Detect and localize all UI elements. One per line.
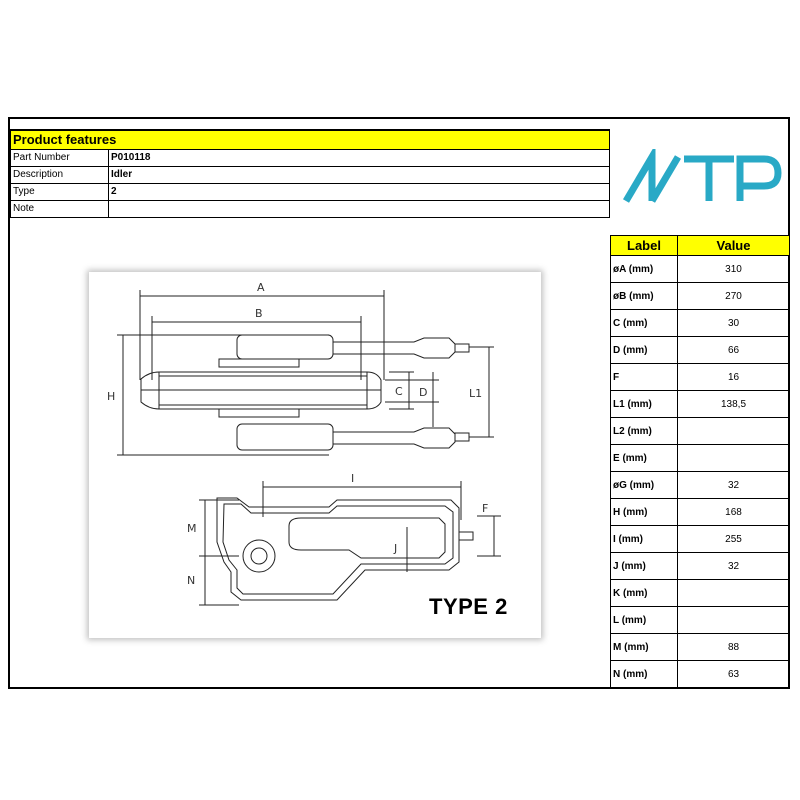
dim-row bbox=[611, 418, 790, 445]
label-h: H bbox=[107, 390, 116, 403]
dim-label: L1 (mm) bbox=[611, 391, 678, 418]
dim-label: øB (mm) bbox=[611, 283, 678, 310]
dim-row bbox=[611, 580, 790, 607]
dim-row bbox=[611, 391, 790, 418]
features-row-type bbox=[11, 183, 610, 200]
dim-label: L2 (mm) bbox=[611, 418, 678, 445]
product-features-table bbox=[10, 129, 610, 218]
dim-value: 270 bbox=[678, 283, 790, 310]
features-row-note bbox=[11, 200, 610, 217]
dim-row bbox=[611, 634, 790, 661]
description-value: Idler bbox=[109, 166, 610, 183]
dim-row bbox=[611, 364, 790, 391]
ntp-logo bbox=[622, 149, 782, 209]
dim-row bbox=[611, 607, 790, 634]
dim-label: I (mm) bbox=[611, 526, 678, 553]
dim-row bbox=[611, 310, 790, 337]
part-number-label: Part Number bbox=[11, 149, 109, 166]
dim-label: F bbox=[611, 364, 678, 391]
dimensions-header-value: Value bbox=[678, 236, 790, 256]
dim-row bbox=[611, 526, 790, 553]
label-b: B bbox=[255, 307, 263, 320]
dim-value bbox=[678, 418, 790, 445]
type-label-text: TYPE 2 bbox=[429, 594, 508, 619]
dim-label: øA (mm) bbox=[611, 256, 678, 283]
dim-value: 32 bbox=[678, 472, 790, 499]
dim-value bbox=[678, 445, 790, 472]
dim-row bbox=[611, 553, 790, 580]
dim-value: 16 bbox=[678, 364, 790, 391]
side-hub bbox=[243, 540, 275, 572]
dim-label: N (mm) bbox=[611, 661, 678, 688]
dim-row bbox=[611, 256, 790, 283]
type-value: 2 bbox=[109, 183, 610, 200]
dim-label: J (mm) bbox=[611, 553, 678, 580]
dim-value: 63 bbox=[678, 661, 790, 688]
dim-label: K (mm) bbox=[611, 580, 678, 607]
dimensions-table bbox=[610, 235, 790, 688]
lower-arm bbox=[237, 424, 333, 450]
note-label: Note bbox=[11, 200, 109, 217]
label-n: N bbox=[187, 574, 196, 587]
dim-value bbox=[678, 607, 790, 634]
label-m: M bbox=[187, 522, 197, 535]
label-l1: L1 bbox=[469, 387, 483, 400]
label-i: I bbox=[351, 472, 355, 485]
dim-label: D (mm) bbox=[611, 337, 678, 364]
dim-value: 168 bbox=[678, 499, 790, 526]
side-slot bbox=[289, 518, 445, 558]
dim-row bbox=[611, 445, 790, 472]
dim-label: M (mm) bbox=[611, 634, 678, 661]
dim-row bbox=[611, 337, 790, 364]
label-d: D bbox=[419, 386, 428, 399]
product-sheet bbox=[8, 117, 790, 689]
label-j: J bbox=[394, 542, 398, 555]
part-number-value: P010118 bbox=[109, 149, 610, 166]
dim-row bbox=[611, 499, 790, 526]
features-header: Product features bbox=[11, 130, 610, 149]
features-row-part-number bbox=[11, 149, 610, 166]
technical-drawing bbox=[89, 272, 541, 638]
dim-value: 255 bbox=[678, 526, 790, 553]
note-value bbox=[109, 200, 610, 217]
dim-value bbox=[678, 580, 790, 607]
features-row-description bbox=[11, 166, 610, 183]
type-label: Type bbox=[11, 183, 109, 200]
dim-label: H (mm) bbox=[611, 499, 678, 526]
dim-row bbox=[611, 472, 790, 499]
drawing-svg bbox=[89, 272, 541, 638]
dim-value: 32 bbox=[678, 553, 790, 580]
dim-value: 88 bbox=[678, 634, 790, 661]
dim-row bbox=[611, 283, 790, 310]
dim-value: 138,5 bbox=[678, 391, 790, 418]
label-c: C bbox=[395, 385, 403, 398]
upper-arm bbox=[237, 335, 333, 359]
label-a: A bbox=[257, 281, 265, 294]
dim-value: 30 bbox=[678, 310, 790, 337]
label-f: F bbox=[482, 502, 489, 515]
dim-label: E (mm) bbox=[611, 445, 678, 472]
dim-label: L (mm) bbox=[611, 607, 678, 634]
dim-label: C (mm) bbox=[611, 310, 678, 337]
description-label: Description bbox=[11, 166, 109, 183]
dim-label: øG (mm) bbox=[611, 472, 678, 499]
dim-row bbox=[611, 661, 790, 688]
dim-value: 310 bbox=[678, 256, 790, 283]
dimensions-header-label: Label bbox=[611, 236, 678, 256]
dim-value: 66 bbox=[678, 337, 790, 364]
